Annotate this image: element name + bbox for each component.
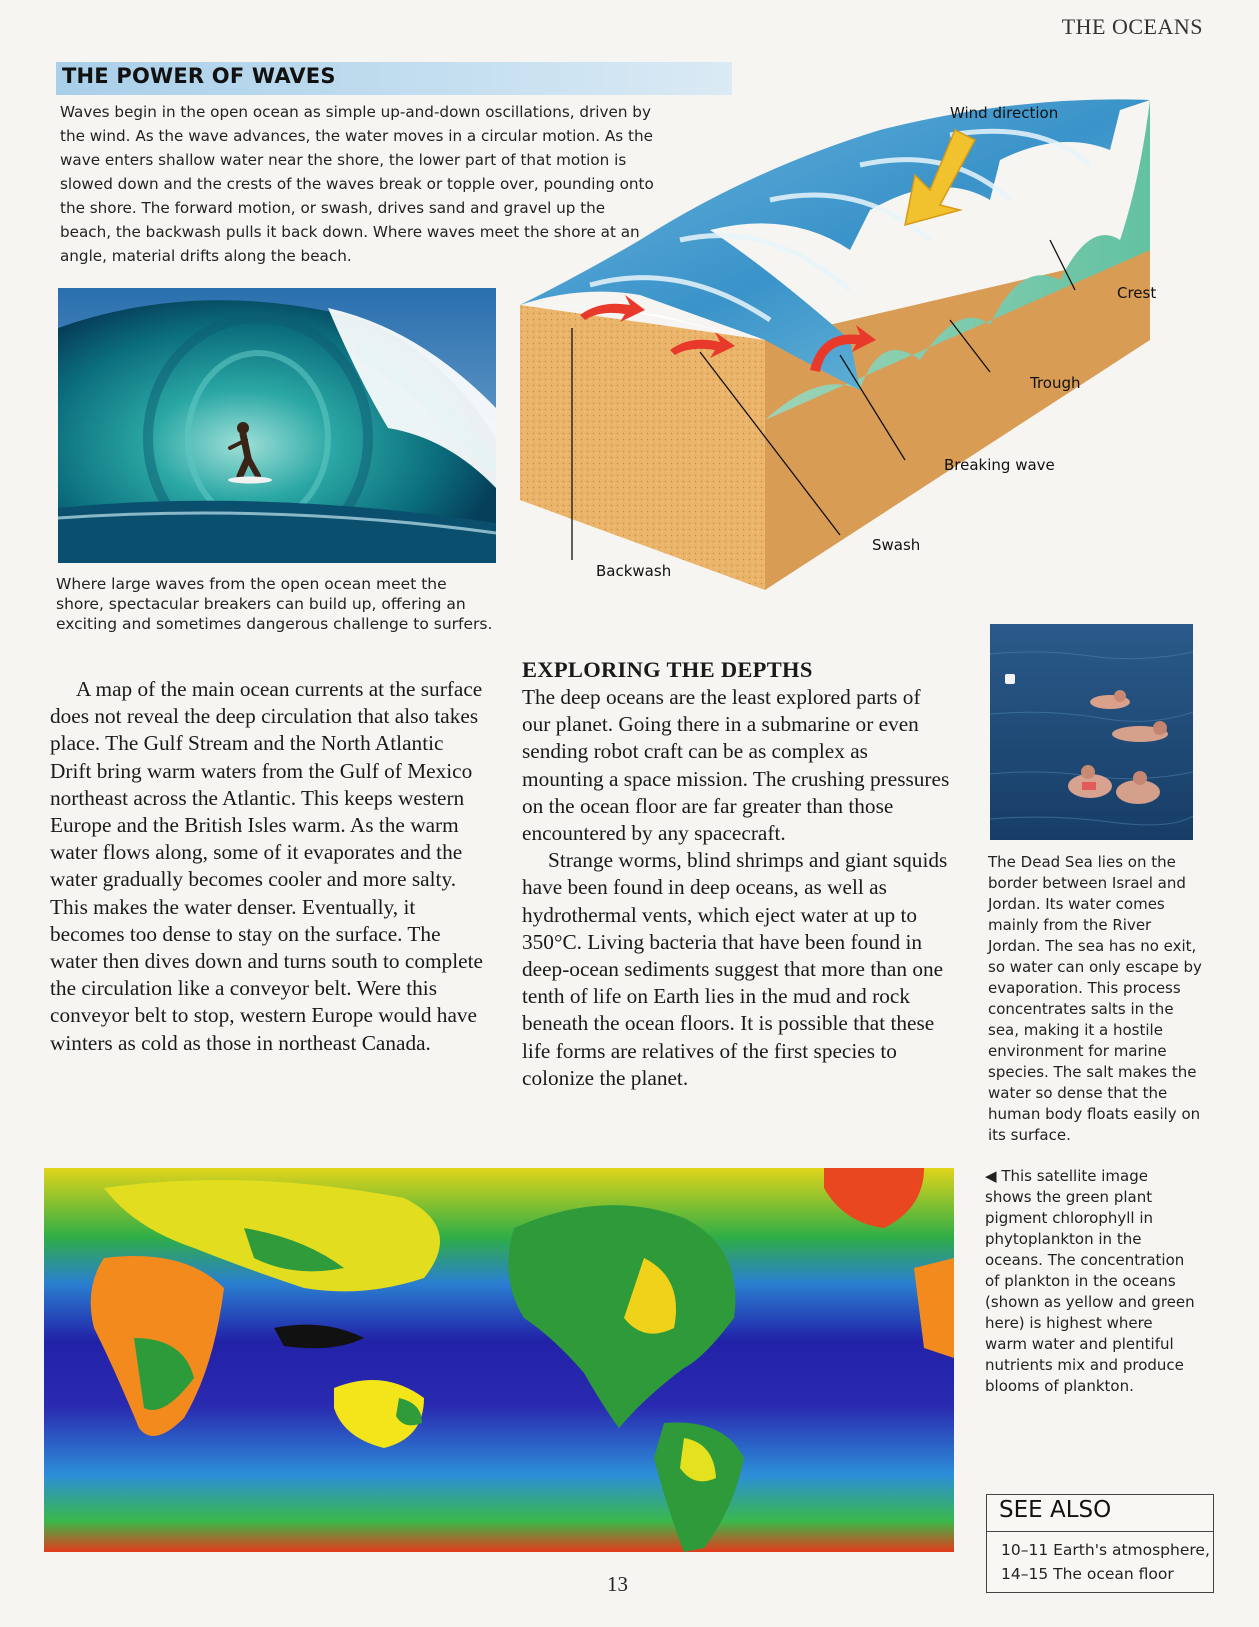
- see-also-item[interactable]: 14–15 The ocean floor: [1001, 1565, 1174, 1583]
- page-number: 13: [607, 1572, 628, 1596]
- sand-block-side: [765, 250, 1150, 590]
- section-title: THE POWER OF WAVES: [62, 64, 336, 88]
- depths-paragraph-1: The deep oceans are the least explored parts of our planet. Going there in a submarine or even sending robot craft can be as complex as mounting a space mission. The crushing pressures on the ocean floor are far greater than those encountered by any spacecraft.: [522, 685, 950, 846]
- label-trough: Trough: [1030, 374, 1081, 392]
- exploring-heading: EXPLORING THE DEPTHS: [522, 657, 813, 682]
- depths-paragraph-2: Strange worms, blind shrimps and giant squids have been found in deep oceans, as well as hydrothermal vents, which eject water at up to 350°C. Living bacteria that have been found in deep-ocean sediments suggest that more than one tenth of life on Earth lies in the mud and rock beneath the ocean floors. It is possible that these life forms are relatives of the first species to colonize the planet.: [522, 848, 948, 1090]
- surf-photo: [58, 288, 496, 563]
- section-intro: Waves begin in the open ocean as simple up-and-down oscillations, driven by the wind. As the wave advances, the water moves in a circular motion. As the wave enters shallow water near the shore, the lower part of that motion is slowed down and the crests of the waves break or topple over, pounding onto the shore. The forward motion, or swash, drives sand and gravel up the beach, the backwash pulls it back down. Where waves meet the shore at an angle, material drifts along the beach.: [60, 103, 654, 265]
- satellite-chlorophyll-map: [44, 1168, 954, 1552]
- label-breaking-wave: Breaking wave: [944, 456, 1055, 474]
- satellite-caption-text: This satellite image shows the green plant pigment chlorophyll in phytoplankton in the oceans. The concentration of plankton in the oceans (shown as yellow and green here) is highest where warm water and plentiful nutrients mix and produce blooms of plankton.: [985, 1167, 1195, 1395]
- satellite-caption: [985, 1166, 1195, 1397]
- body-column-right: [522, 656, 954, 1092]
- dead-sea-caption: The Dead Sea lies on the border between Israel and Jordan. Its water comes mainly from the River Jordan. The sea has no exit, so water can only escape by evaporation. This process concentrates salts in the sea, making it a hostile environment for marine species. The salt makes the water so dense that the human body floats easily on its surface.: [988, 853, 1202, 1144]
- see-also-title: SEE ALSO: [987, 1495, 1213, 1532]
- surf-photo-caption: Where large waves from the open ocean meet the shore, spectacular breakers can build up, offering an exciting and sometimes dangerous challenge to surfers.: [56, 575, 493, 633]
- see-also-item[interactable]: 10–11 Earth's atmosphere,: [1001, 1541, 1210, 1559]
- pointer-left-icon: ◀: [985, 1167, 997, 1185]
- label-crest: Crest: [1117, 284, 1157, 302]
- label-swash: Swash: [872, 536, 921, 554]
- running-head: THE OCEANS: [1061, 14, 1203, 39]
- label-wind-direction: Wind direction: [950, 104, 1059, 122]
- body-column-left: [50, 676, 490, 1057]
- label-backwash: Backwash: [596, 562, 672, 580]
- wave-diagram: [520, 90, 1200, 610]
- currents-paragraph: A map of the main ocean currents at the surface does not reveal the deep circulation that also takes place. The Gulf Stream and the North Atlantic Drift bring warm waters from the Gulf of Mexico northeast across the Atlantic. This keeps western Europe and the British Isles warm. As the warm water flows along, some of it evaporates and the water gradually becomes cooler and more salty. This makes the water denser. Eventually, it becomes too dense to stay on the surface. The water then dives down and turns south to complete the circulation like a conveyor belt. Were this conveyor belt to stop, western Europe would have winters as cold as those in northeast Canada.: [50, 677, 483, 1055]
- dead-sea-photo: [990, 624, 1193, 840]
